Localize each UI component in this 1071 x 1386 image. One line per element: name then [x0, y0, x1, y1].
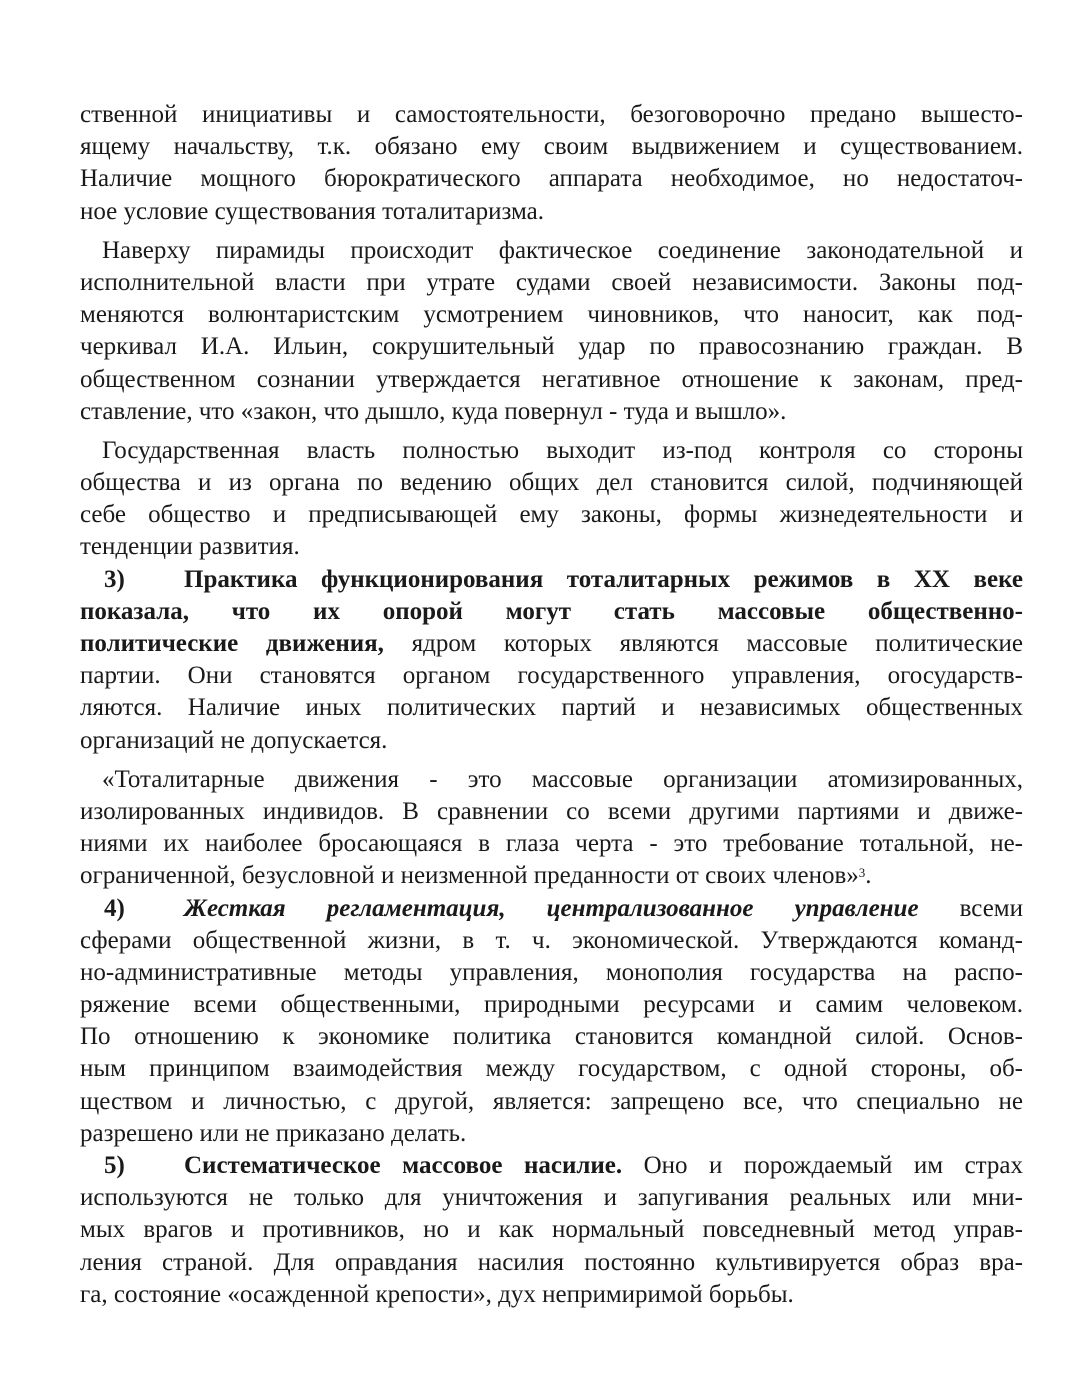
text-line	[80, 596, 1023, 628]
text-line: ным принципом взаимодействия между государством, с одной стороны, об-	[80, 1055, 1023, 1083]
text-line	[80, 628, 1023, 660]
paragraph-point-5	[80, 1150, 1023, 1311]
text-line: себе общество и предписывающей ему законы, формы жизнедеятельности и	[80, 501, 1023, 529]
bold-heading: показала, что их опорой могут стать массовые общественно-	[80, 597, 1023, 625]
list-number: 5)	[104, 1152, 125, 1179]
text-line	[80, 893, 1023, 925]
text-span: ограниченной, безусловной и неизменной преданности от своих членов»	[80, 862, 859, 890]
text-line: используются не только для уничтожения и запугивания реальных или мни-	[80, 1184, 1023, 1212]
text-line: разрешено или не приказано делать.	[80, 1119, 467, 1147]
text-line: ное условие существования тоталитаризма.	[80, 197, 544, 225]
paragraph-point-4	[80, 893, 1023, 1151]
text-line: ряжение всеми общественными, природными ресурсами и самим человеком.	[80, 991, 1023, 1019]
text-span: .	[865, 862, 872, 890]
text-line: Государственная власть полностью выходит из-под контроля со стороны	[102, 436, 1023, 464]
text-line	[80, 564, 1023, 596]
paragraph-2	[80, 235, 1023, 428]
text-line: ществом и личностью, с другой, является: запрещено все, что специально не	[80, 1087, 1023, 1115]
text-line: изолированных индивидов. В сравнении со всеми другими партиями и движе-	[80, 797, 1023, 825]
list-number: 4)	[104, 894, 125, 922]
text-line: общества и из органа по ведению общих дел становится силой, подчиняющей	[80, 469, 1023, 497]
text-line: исполнительной власти при утрате судами своей независимости. Законы под-	[80, 268, 1023, 296]
text-line	[80, 1150, 1023, 1182]
bold-heading: Систематическое массовое насилие.	[184, 1152, 623, 1179]
text-line: Наличие мощного бюрократического аппарата необходимое, но недостаточ-	[80, 165, 1023, 193]
text-line: ниями их наиболее бросающаяся в глаза черта - это требование тотальной, не-	[80, 830, 1023, 858]
paragraph-point-3	[80, 564, 1023, 757]
text-line: но-административные методы управления, монополия государства на распо-	[80, 958, 1023, 986]
text-line: По отношению к экономике политика становится командной силой. Основ-	[80, 1023, 1023, 1051]
text-line: мых врагов и противников, но и как нормальный повседневный метод управ-	[80, 1216, 1023, 1244]
text-span: всеми	[918, 894, 1023, 922]
text-line: ственной инициативы и самостоятельности, безоговорочно предано вышесто-	[80, 101, 1023, 128]
text-line: «Тоталитарные движения - это массовые организации атомизированных,	[102, 765, 1023, 793]
text-line: сферами общественной жизни, в т. ч. экономической. Утверждаются команд-	[80, 926, 1023, 954]
text-line: Наверху пирамиды происходит фактическое соединение законодательной и	[102, 236, 1023, 264]
text-line: тенденции развития.	[80, 533, 300, 561]
text-line: ляются. Наличие иных политических партий и независимых общественных	[80, 694, 1023, 722]
text-span: ядром которых являются массовые политические	[383, 630, 1023, 657]
list-number: 3)	[104, 565, 125, 593]
paragraph-quote	[80, 764, 1023, 893]
bold-heading: Практика функционирования тоталитарных режимов в XX веке	[184, 565, 1023, 593]
text-line: ящему начальству, т.к. обязано ему своим выдвижением и существованием.	[80, 133, 1023, 161]
text-line: меняются волюнтаристским усмотрением чиновников, что наносит, как под-	[80, 301, 1023, 329]
text-span: Оно и порождаемый им страх	[622, 1152, 1023, 1179]
bold-heading: политические движения,	[80, 630, 384, 657]
text-line: га, состояние «осажденной крепости», дух непримиримой борьбы.	[80, 1280, 794, 1308]
paragraph-3	[80, 435, 1023, 564]
bold-italic-heading: Жесткая регламентация, централизованное управление	[184, 894, 919, 922]
text-line: организаций не допускается.	[80, 726, 388, 754]
text-line: общественном сознании утверждается негативное отношение к законам, пред-	[80, 365, 1023, 393]
text-line: ставление, что «закон, что дышло, куда повернул - туда и вышло».	[80, 397, 787, 425]
text-line	[80, 860, 1023, 892]
text-line: черкивал И.А. Ильин, сокрушительный удар по правосознанию граждан. В	[80, 333, 1023, 361]
footnote-marker: 3	[858, 865, 866, 881]
paragraph-1	[80, 99, 1023, 228]
text-line: партии. Они становятся органом государственного управления, огосударств-	[80, 662, 1023, 690]
text-line: ления страной. Для оправдания насилия постоянно культивируется образ вра-	[80, 1248, 1023, 1276]
